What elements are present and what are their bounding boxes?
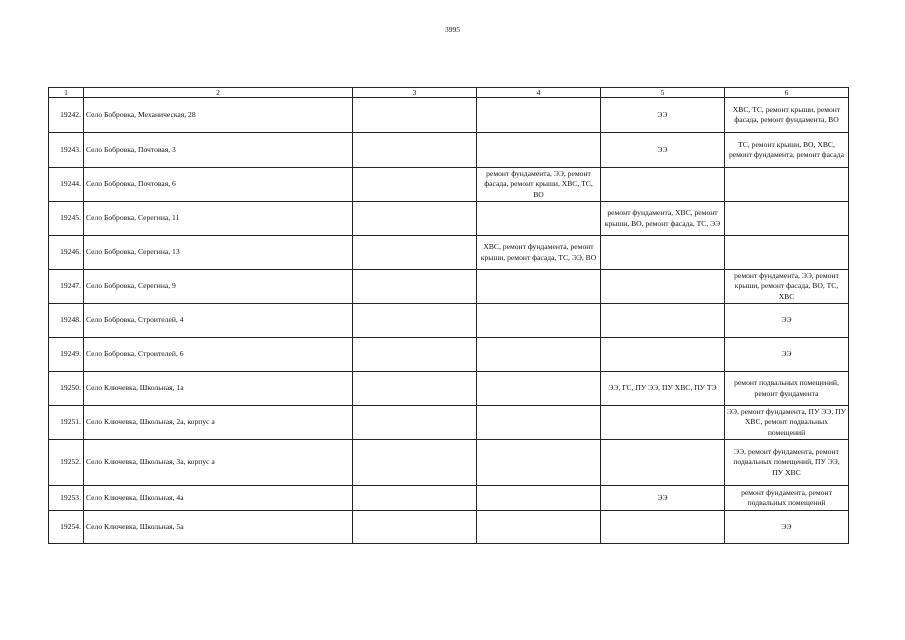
col6-cell: ЭЭ, ремонт фундамента, ремонт подвальных помещений, ПУ ЭЭ, ПУ ХВС: [725, 440, 849, 486]
row-number: 19253.: [49, 486, 84, 511]
address-cell: Село Бобровка, Строителей, 4: [84, 304, 353, 338]
col5-cell: [601, 406, 725, 440]
col6-cell: ЭЭ: [725, 304, 849, 338]
address-cell: Село Ключевка, Школьная, 2а, корпус а: [84, 406, 353, 440]
col3-cell: [353, 372, 477, 406]
table-row: [49, 270, 849, 304]
table-row: [49, 98, 849, 133]
col4-cell: [477, 440, 601, 486]
page-number: 3995: [445, 25, 460, 34]
col4-cell: [477, 338, 601, 372]
col5-cell: ЭЭ, ГС, ПУ ЭЭ, ПУ ХВС, ПУ ТЭ: [601, 372, 725, 406]
table-row: [49, 236, 849, 270]
row-number: 19250.: [49, 372, 84, 406]
col-header-6: 6: [725, 88, 849, 98]
col-header-3: 3: [353, 88, 477, 98]
col6-cell: ЭЭ: [725, 338, 849, 372]
table-row: [49, 304, 849, 338]
works-table: [48, 87, 849, 544]
col4-cell: ХВС, ремонт фундамента, ремонт крыши, ремонт фасада, ТС, ЭЭ, ВО: [477, 236, 601, 270]
col-header-1: 1: [49, 88, 84, 98]
col6-cell: [725, 168, 849, 202]
col6-cell: ЭЭ, ремонт фундамента, ПУ ЭЭ, ПУ ХВС, ремонт подвальных помещений: [725, 406, 849, 440]
col6-cell: ХВС, ТС, ремонт крыши, ремонт фасада, ремонт фундамента, ВО: [725, 98, 849, 133]
address-cell: Село Бобровка, Серегина, 11: [84, 202, 353, 236]
address-cell: Село Бобровка, Почтовая, 3: [84, 133, 353, 168]
col3-cell: [353, 486, 477, 511]
col3-cell: [353, 338, 477, 372]
col4-cell: ремонт фундамента, ЭЭ, ремонт фасада, ремонт крыши, ХВС, ТС, ВО: [477, 168, 601, 202]
table-row: [49, 486, 849, 511]
row-number: 19242.: [49, 98, 84, 133]
col4-cell: [477, 133, 601, 168]
col5-cell: [601, 511, 725, 544]
row-number: 19251.: [49, 406, 84, 440]
table-row: [49, 338, 849, 372]
row-number: 19249.: [49, 338, 84, 372]
address-cell: Село Бобровка, Почтовая, 6: [84, 168, 353, 202]
col4-cell: [477, 372, 601, 406]
address-cell: Село Бобровка, Серегина, 13: [84, 236, 353, 270]
address-cell: Село Ключевка, Школьная, 4а: [84, 486, 353, 511]
col3-cell: [353, 168, 477, 202]
col-header-2: 2: [84, 88, 353, 98]
col5-cell: ЭЭ: [601, 133, 725, 168]
table-row: [49, 133, 849, 168]
col5-cell: ЭЭ: [601, 98, 725, 133]
row-number: 19243.: [49, 133, 84, 168]
row-number: 19247.: [49, 270, 84, 304]
col5-cell: [601, 270, 725, 304]
col6-cell: ремонт фундамента, ЭЭ, ремонт крыши, ремонт фасада, ВО, ТС, ХВС: [725, 270, 849, 304]
col5-cell: [601, 440, 725, 486]
col3-cell: [353, 133, 477, 168]
col3-cell: [353, 202, 477, 236]
col6-cell: [725, 202, 849, 236]
col3-cell: [353, 98, 477, 133]
table-row: [49, 168, 849, 202]
address-cell: Село Бобровка, Механическая, 28: [84, 98, 353, 133]
col5-cell: ремонт фундамента, ХВС, ремонт крыши, ВО, ремонт фасада, ТС, ЭЭ: [601, 202, 725, 236]
col6-cell: ремонт фундамента, ремонт подвальных помещений: [725, 486, 849, 511]
address-cell: Село Бобровка, Строителей, 6: [84, 338, 353, 372]
col5-cell: [601, 304, 725, 338]
address-cell: Село Ключевка, Школьная, 3а, корпус а: [84, 440, 353, 486]
col6-cell: [725, 236, 849, 270]
col4-cell: [477, 270, 601, 304]
table-row: [49, 202, 849, 236]
col3-cell: [353, 511, 477, 544]
col6-cell: ТС, ремонт крыши, ВО, ХВС, ремонт фундамента, ремонт фасада: [725, 133, 849, 168]
col5-cell: [601, 338, 725, 372]
table-row: [49, 440, 849, 486]
col-header-5: 5: [601, 88, 725, 98]
header-row: [49, 88, 849, 98]
col3-cell: [353, 406, 477, 440]
row-number: 19244.: [49, 168, 84, 202]
table-row: [49, 511, 849, 544]
col4-cell: [477, 98, 601, 133]
row-number: 19254.: [49, 511, 84, 544]
row-number: 19245.: [49, 202, 84, 236]
col3-cell: [353, 440, 477, 486]
col5-cell: [601, 168, 725, 202]
col4-cell: [477, 304, 601, 338]
table-row: [49, 406, 849, 440]
address-cell: Село Бобровка, Серегина, 9: [84, 270, 353, 304]
row-number: 19248.: [49, 304, 84, 338]
col3-cell: [353, 236, 477, 270]
col3-cell: [353, 270, 477, 304]
col5-cell: [601, 236, 725, 270]
table-row: [49, 372, 849, 406]
row-number: 19246.: [49, 236, 84, 270]
row-number: 19252.: [49, 440, 84, 486]
col4-cell: [477, 202, 601, 236]
col-header-4: 4: [477, 88, 601, 98]
col4-cell: [477, 406, 601, 440]
col6-cell: ремонт подвальных помещений, ремонт фундамента: [725, 372, 849, 406]
address-cell: Село Ключевка, Школьная, 1а: [84, 372, 353, 406]
col3-cell: [353, 304, 477, 338]
col6-cell: ЭЭ: [725, 511, 849, 544]
col5-cell: ЭЭ: [601, 486, 725, 511]
col4-cell: [477, 486, 601, 511]
col4-cell: [477, 511, 601, 544]
address-cell: Село Ключевка, Школьная, 5а: [84, 511, 353, 544]
